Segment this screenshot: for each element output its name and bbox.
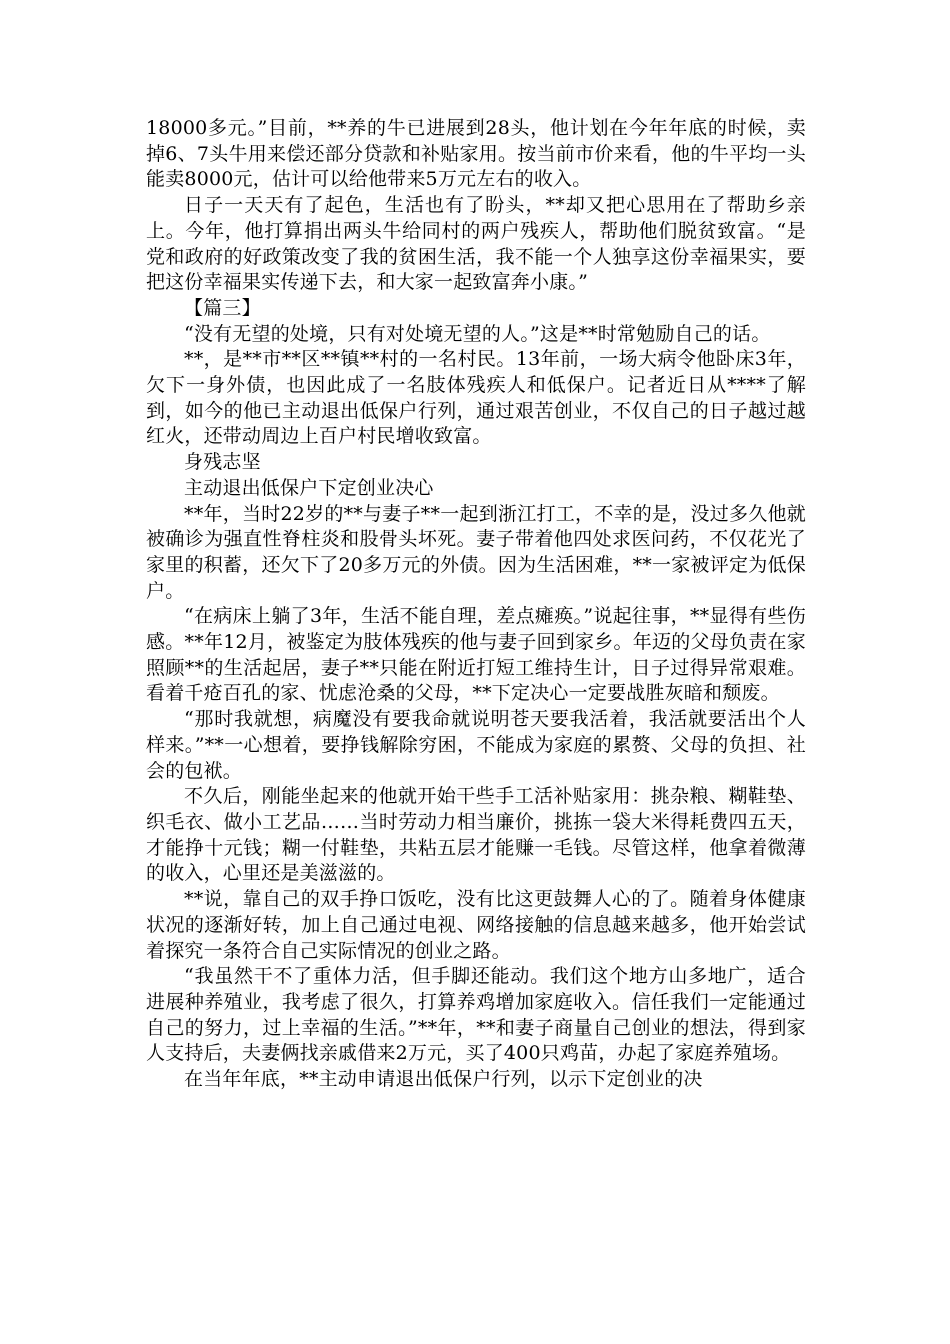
- document-body: [146, 116, 806, 1093]
- paragraph-10: “我虽然干不了重体力活，但手脚还能动。我们这个地方山多地广，适合进展种养殖业，我考虑了很久，打算养鸡增加家庭收入。信任我们一定能通过自己的努力，过上幸福的生活。”**年，**和妻子商量自己创业的想法，得到家人支持后，夫妻俩找亲戚借来2万元，买了400只鸡苗，办起了家庭养殖场。: [146, 965, 806, 1065]
- paragraph-1: 18000多元。”目前，**养的牛已进展到28头，他计划在今年年底的时候，卖掉6、7头牛用来偿还部分贷款和补贴家用。按当前市价来看，他的牛平均一头能卖8000元，估计可以给他带来5万元左右的收入。: [146, 117, 806, 191]
- paragraph-8: 不久后，刚能坐起来的他就开始干些手工活补贴家用：挑杂粮、糊鞋垫、织毛衣、做小工艺品……当时劳动力相当廉价，挑拣一袋大米得耗费四五天，才能挣十元钱；糊一付鞋垫，共粘五层才能赚一毛钱。尽管这样，他拿着微薄的收入，心里还是美滋滋的。: [146, 785, 806, 885]
- paragraph-9: **说，靠自己的双手挣口饭吃，没有比这更鼓舞人心的了。随着身体健康状况的逐渐好转，加上自己通过电视、网络接触的信息越来越多，他开始尝试着探究一条符合自己实际情况的创业之路。: [146, 888, 806, 962]
- paragraph-5: **年，当时22岁的**与妻子**一起到浙江打工，不幸的是，没过多久他就被确诊为强直性脊柱炎和股骨头坏死。妻子带着他四处求医问药，不仅花光了家里的积蓄，还欠下了20多万元的外债。因为生活困难，**一家被评定为低保户。: [146, 502, 806, 602]
- paragraph-7: “那时我就想，病魔没有要我命就说明苍天要我活着，我活就要活出个人样来。”**一心想着，要挣钱解除穷困，不能成为家庭的累赘、父母的负担、社会的包袱。: [146, 708, 806, 782]
- paragraph-6: “在病床上躺了3年，生活不能自理，差点瘫痪。”说起往事，**显得有些伤感。**年12月，被鉴定为肢体残疾的他与妻子回到家乡。年迈的父母负责在家照顾**的生活起居，妻子**只能在附近打短工维持生计，日子过得异常艰难。看着千疮百孔的家、忧虑沧桑的父母，**下定决心一定要战胜灰暗和颓废。: [146, 605, 806, 705]
- paragraph-11: 在当年年底，**主动申请退出低保户行列，以示下定创业的决: [184, 1068, 703, 1091]
- subheading-1: 身残志坚: [184, 451, 261, 474]
- paragraph-2: 日子一天天有了起色，生活也有了盼头，**却又把心思用在了帮助乡亲上。今年，他打算捐出两头牛给同村的两户残疾人，帮助他们脱贫致富。“是党和政府的好政策改变了我的贫困生活，我不能一个人独享这份幸福果实，要把这份幸福果实传递下去，和大家一起致富奔小康。”: [146, 194, 806, 294]
- subheading-2: 主动退出低保户下定创业决心: [184, 476, 434, 499]
- paragraph-3: “没有无望的处境，只有对处境无望的人。”这是**时常勉励自己的话。: [184, 322, 771, 345]
- section-heading: 【篇三】: [184, 296, 261, 319]
- paragraph-4: **，是**市**区**镇**村的一名村民。13年前，一场大病令他卧床3年，欠下一身外债，也因此成了一名肢体残疾人和低保户。记者近日从****了解到，如今的他已主动退出低保户行列，通过艰苦创业，不仅自己的日子越过越红火，还带动周边上百户村民增收致富。: [146, 348, 806, 448]
